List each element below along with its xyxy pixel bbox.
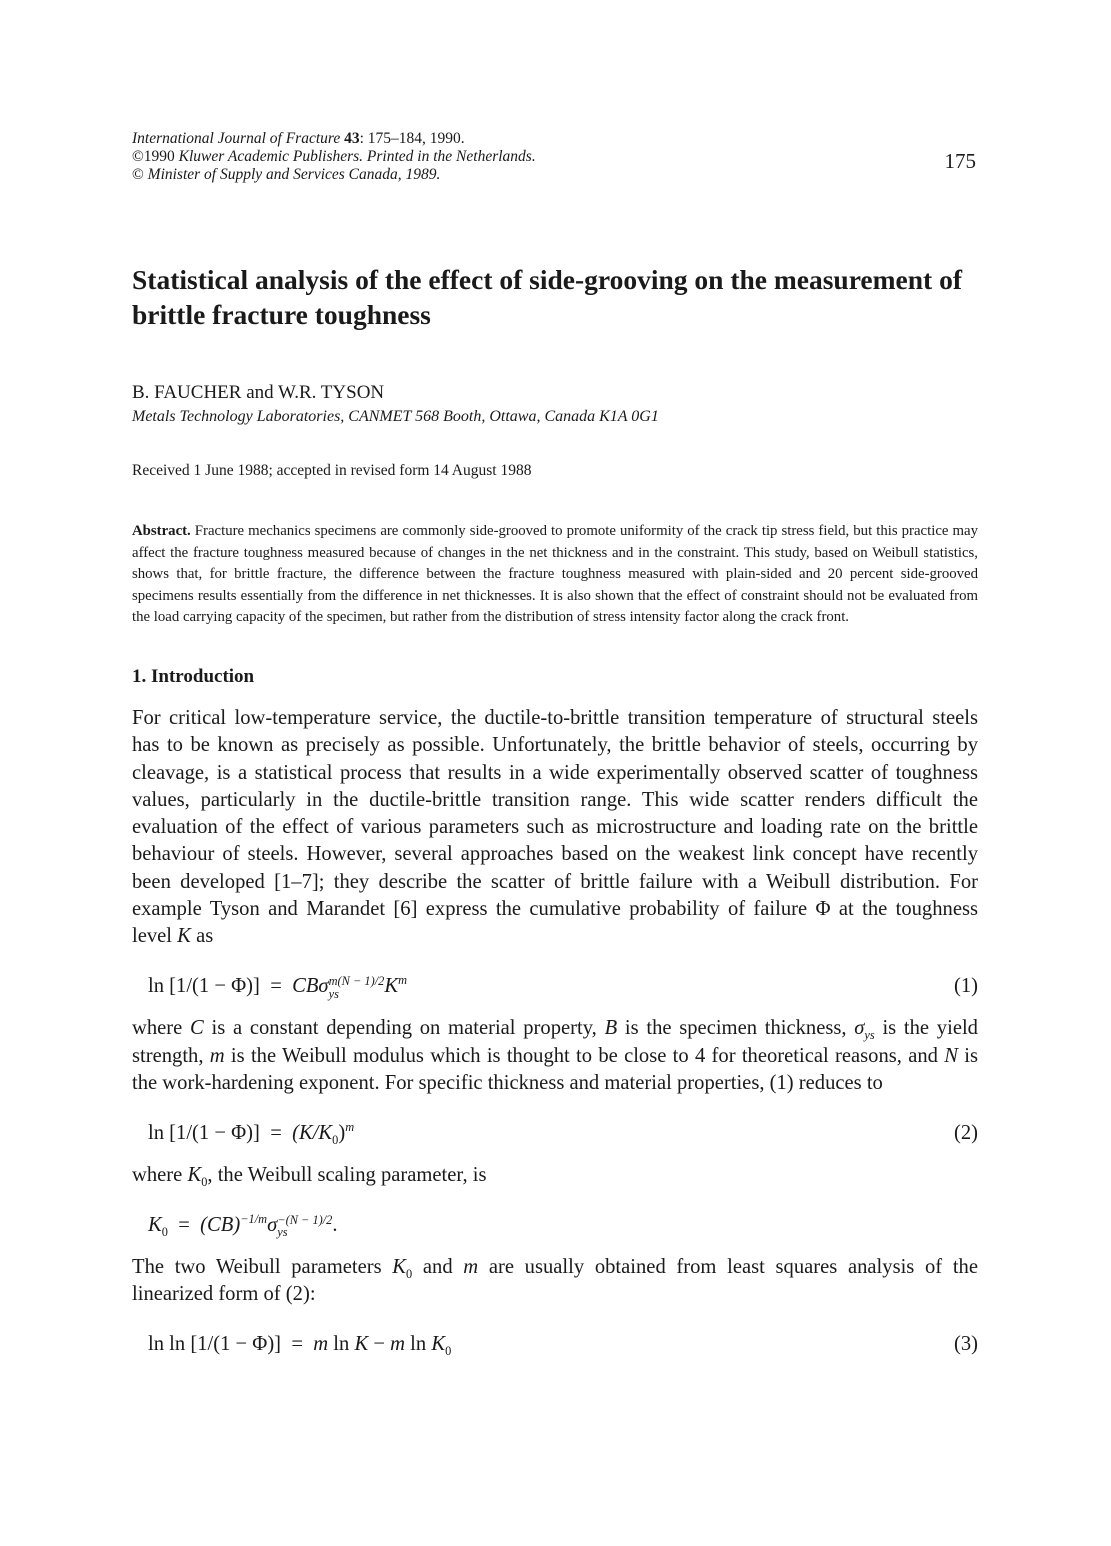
eq-lhs: K [148,1213,162,1236]
eq-supsub [277,1214,332,1239]
journal-header [132,130,978,184]
eq-exponent: m [345,1119,355,1134]
eq-k: K [354,1332,369,1355]
eq-m: m [313,1332,329,1355]
eq-ln: ln [328,1332,355,1355]
abstract-text: Fracture mechanics specimens are commonly side-grooved to promote uniformity of the crack tip stress field, but this practice may affect the fracture toughness measured because of changes in the net thickness and in the constraint. This study, based on Weibull statistics, shows that, for brittle fracture, the difference between the fracture toughness measured with plain-sided and 20 percent side-grooved specimens results essentially from the difference in net thicknesses. It is also shown that the effect of constraint should not be evaluated from the load carrying capacity of the specimen, but rather from the distribution of stress intensity factor along the crack front. [132,523,978,626]
equation-3-expression [148,1329,451,1359]
math-subscript: 0 [406,1266,413,1281]
eq-rhs: (CB) [200,1213,241,1236]
text-run: , the Weibull scaling parameter, is [207,1163,487,1186]
eq-exponent: −1/m [240,1211,268,1226]
math-symbol: C [190,1017,204,1040]
eq-sigma: σ [267,1213,278,1236]
eq-k0: K [431,1332,446,1355]
eq-rhs-close: ) [338,1121,346,1144]
text-run: is the specimen thickness, [617,1017,855,1040]
copyright-text-1: Kluwer Academic Publishers. Printed in the Netherlands. [174,148,536,165]
intro-paragraph-1 [132,705,978,951]
eq-sign: = [291,1332,303,1355]
text-run: is the yield strength, [132,1017,978,1067]
eq-superscript: −(N − 1)/2 [277,1212,333,1227]
eq-lhs: ln ln [1/(1 − Φ)] [148,1332,282,1355]
intro-paragraph-2 [132,1015,978,1097]
eq-lhs: ln [1/(1 − Φ)] [148,975,260,998]
copyright-line-2 [132,166,978,184]
eq-subscript: 0 [161,1224,168,1239]
intro-paragraph-3 [132,1162,978,1189]
copyright-mark-1: ©1990 [132,148,175,165]
equation-k0-expression [148,1210,338,1240]
eq-subscript: 0 [332,1132,339,1147]
paper-title: Statistical analysis of the effect of side-grooving on the measurement of brittle fracture toughness [132,264,962,330]
eq-superscript: m(N − 1)/2 [328,974,385,989]
equation-2 [132,1118,978,1148]
equation-2-expression [148,1118,354,1148]
math-symbol: K [187,1163,202,1186]
math-subscript: ys [864,1028,875,1043]
journal-name: International Journal of Fracture [132,130,341,147]
eq-exponent: m [398,973,407,988]
text-run: is the work-hardening exponent. For specific thickness and material properties, (1) reduces to [132,1044,978,1094]
text-run: is a constant depending on material property, [203,1017,605,1040]
math-symbol: m [463,1255,479,1278]
copyright-text-2: Minister of Supply and Services Canada, 1989. [143,166,441,183]
journal-pages-year: : 175–184, 1990. [359,130,465,147]
equation-1 [132,971,978,1001]
equation-1-number: (1) [953,975,978,998]
math-symbol: m [209,1044,225,1067]
eq-lhs: ln [1/(1 − Φ)] [148,1121,260,1144]
eq-end: . [332,1213,338,1236]
equation-k0 [132,1210,978,1240]
text-run: where [132,1163,188,1186]
text-run: as [190,925,214,948]
math-symbol: B [604,1017,618,1040]
math-subscript: 0 [201,1174,208,1189]
affiliation: Metals Technology Laboratories, CANMET 568 Booth, Ottawa, Canada K1A 0G1 [132,408,659,425]
copyright-line-1 [132,148,978,166]
eq-sign: = [178,1213,190,1236]
eq-subscript: ys [328,986,339,1001]
text-run: For critical low-temperature service, the ductile-to-brittle transition temperature of structural steels has to be known as precisely as possible. Unfortunately, the brittle behavior of steels, occurring by cleavage, is a statistical process that results in a wide experimentally observed scatter of toughness values, particularly in the ductile-brittle transition range. This wide scatter renders difficult the evaluation of the effect of various parameters such as microstructure and loading rate on the brittle behaviour of steels. However, several approaches based on the weakest link concept have recently been developed [1–7]; they describe the scatter of brittle failure with a Weibull distribution. For example Tyson and Marandet [6] express the cumulative probability of failure Φ at the toughness level [132,706,978,948]
eq-sign: = [270,1121,282,1144]
abstract [132,521,978,629]
eq-supsub [329,975,385,1000]
eq-ln: ln [405,1332,432,1355]
eq-m: m [390,1332,406,1355]
paper-page [132,130,978,1359]
journal-citation [132,130,978,148]
math-symbol: σ [854,1017,865,1040]
eq-minus: − [368,1332,391,1355]
text-run: The two Weibull parameters [132,1255,393,1278]
eq-rhs: CBσ [292,975,329,998]
equation-3 [132,1329,978,1359]
text-run: is the Weibull modulus which is thought to be close to 4 for theoretical reasons, and [224,1044,945,1067]
eq-rhs-k: K [384,975,399,998]
intro-paragraph-4 [132,1254,978,1309]
math-symbol: K [177,925,191,948]
section-heading-introduction: 1. Introduction [132,665,255,687]
journal-volume: 43 [344,130,360,147]
page-number: 175 [944,149,976,173]
equation-3-number: (3) [953,1332,978,1355]
eq-subscript: 0 [445,1343,452,1358]
eq-subscript: ys [277,1224,288,1239]
eq-rhs: (K/K [292,1121,333,1144]
text-run: are usually obtained from least squares analysis of the linearized form of (2): [132,1255,978,1305]
text-run: and [412,1255,464,1278]
received-dates: Received 1 June 1988; accepted in revised form 14 August 1988 [132,462,532,479]
eq-sign: = [270,975,282,998]
abstract-label: Abstract. [132,523,191,539]
authors: B. FAUCHER and W.R. TYSON [132,382,385,403]
math-symbol: N [944,1044,958,1067]
text-run: where [132,1017,191,1040]
equation-2-number: (2) [953,1121,978,1144]
copyright-mark-2: © [132,166,144,183]
math-symbol: K [392,1255,407,1278]
equation-1-expression [148,971,407,1001]
